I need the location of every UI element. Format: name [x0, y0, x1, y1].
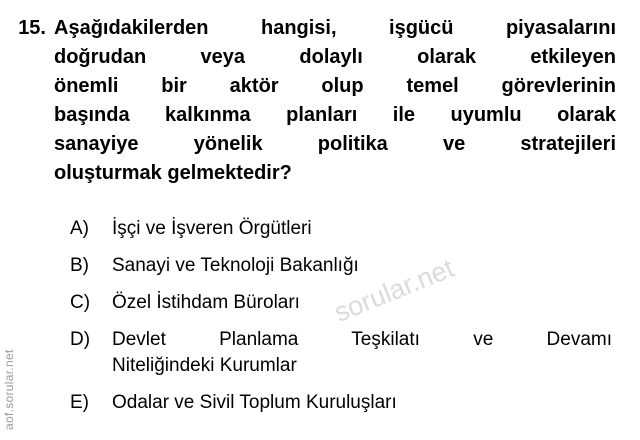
options-list [70, 216, 630, 427]
option-d-line-1: Devlet Planlama Teşkilatı ve Devamı [112, 329, 612, 350]
option-a[interactable] [70, 216, 630, 242]
option-b-line-1: Sanayi ve Teknoloji Bakanlığı [112, 255, 359, 276]
option-b-text [112, 253, 612, 279]
option-c[interactable] [70, 290, 630, 316]
option-e[interactable] [70, 390, 630, 416]
option-d-text [112, 327, 612, 379]
option-e-text [112, 390, 612, 416]
question-block [16, 14, 626, 188]
question-line-6: oluşturmak gelmektedir? [54, 162, 292, 184]
option-d[interactable] [70, 327, 630, 379]
option-b[interactable] [70, 253, 630, 279]
question-line-4: başında kalkınma planları ile uyumlu olarak [54, 104, 616, 126]
question-line-1: Aşağıdakilerden hangisi, işgücü piyasalarını [54, 17, 616, 39]
option-a-text [112, 216, 612, 242]
side-watermark: aof.sorular.net [2, 349, 16, 430]
option-c-letter: C) [70, 292, 91, 313]
option-d-letter: D) [70, 329, 91, 350]
question-line-3: önemli bir aktör olup temel görevlerinin [54, 75, 616, 97]
option-e-line-1: Odalar ve Sivil Toplum Kuruluşları [112, 392, 397, 413]
option-c-text [112, 290, 612, 316]
question-line-5: sanayiye yönelik politika ve stratejileri [54, 133, 616, 155]
question-number: 15. [18, 17, 46, 39]
question-text [54, 14, 616, 188]
option-a-letter: A) [70, 218, 89, 239]
option-d-line-2: Niteliğindeki Kurumlar [112, 355, 297, 376]
option-a-line-1: İşçi ve İşveren Örgütleri [112, 218, 312, 239]
option-c-line-1: Özel İstihdam Büroları [112, 292, 300, 313]
question-line-2: doğrudan veya dolaylı olarak etkileyen [54, 46, 616, 68]
option-e-letter: E) [70, 392, 89, 413]
diagonal-watermark: sorular.net [330, 252, 459, 328]
option-b-letter: B) [70, 255, 89, 276]
